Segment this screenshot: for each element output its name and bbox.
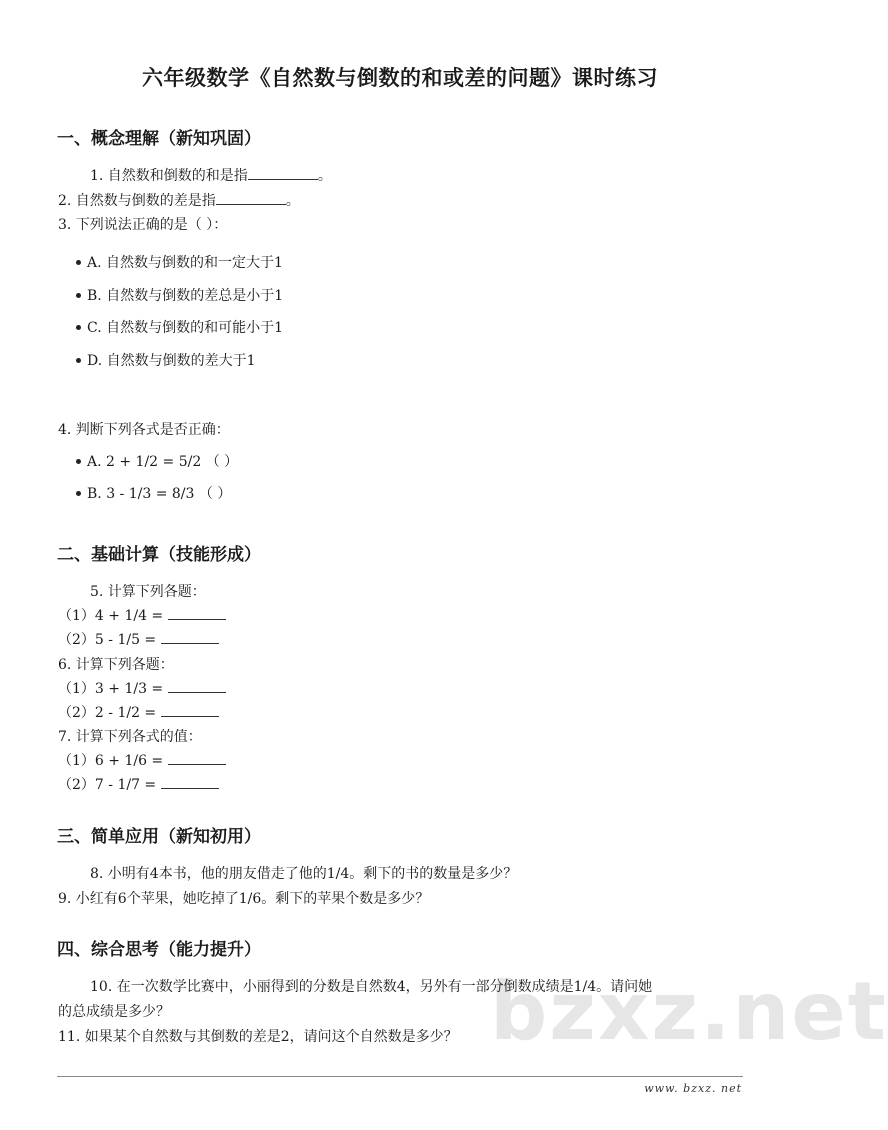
- section-heading-4: 四、综合思考（能力提升）: [57, 940, 261, 960]
- calc-7-1: [58, 750, 226, 770]
- bullet-icon: [76, 325, 81, 330]
- question-11: 11. 如果某个自然数与其倒数的差是2，请问这个自然数是多少？: [58, 1029, 458, 1045]
- question-1: [90, 165, 332, 185]
- option-3b-text: B. 自然数与倒数的差总是小于1: [87, 288, 284, 304]
- section-heading-1: 一、概念理解（新知巩固）: [57, 129, 261, 149]
- bullet-icon: [76, 260, 81, 265]
- answer-blank-7-1[interactable]: [168, 752, 226, 765]
- calc-5-1: [58, 605, 226, 625]
- watermark: bzxz.net: [490, 965, 888, 1058]
- answer-blank-6-1[interactable]: [168, 680, 226, 693]
- footer-url: www. bzxz. net: [644, 1082, 742, 1095]
- option-4a: [76, 451, 238, 471]
- question-5: 5. 计算下列各题：: [90, 584, 206, 600]
- question-2-end: 。: [285, 193, 300, 209]
- question-2-text: 2. 自然数与倒数的差是指: [58, 193, 216, 209]
- option-3b: [76, 285, 283, 305]
- question-9: 9. 小红有6个苹果，她吃掉了1/6。剩下的苹果个数是多少？: [58, 891, 430, 907]
- question-4: 4. 判断下列各式是否正确：: [58, 422, 230, 438]
- question-2: [58, 190, 300, 210]
- option-3c: [76, 317, 283, 337]
- question-1-end: 。: [317, 168, 332, 184]
- calc-6-2: [58, 702, 219, 722]
- calc-6-2-text: （2）2 - 1/2 =: [58, 705, 161, 721]
- question-6: 6. 计算下列各题：: [58, 657, 174, 673]
- calc-5-2-text: （2）5 - 1/5 =: [58, 632, 161, 648]
- option-4a-text: A. 2 + 1/2 = 5/2 （ ）: [87, 454, 239, 470]
- section-heading-2: 二、基础计算（技能形成）: [57, 545, 261, 565]
- option-3d-text: D. 自然数与倒数的差大于1: [87, 353, 256, 369]
- option-3a-text: A. 自然数与倒数的和一定大于1: [87, 255, 283, 271]
- calc-6-1-text: （1）3 + 1/3 =: [58, 681, 168, 697]
- footer-divider: [57, 1076, 743, 1077]
- option-3d: [76, 350, 256, 370]
- answer-blank-5-1[interactable]: [168, 607, 226, 620]
- bullet-icon: [76, 459, 81, 464]
- answer-blank-7-2[interactable]: [161, 776, 219, 789]
- calc-5-2: [58, 629, 219, 649]
- calc-7-1-text: （1）6 + 1/6 =: [58, 753, 168, 769]
- question-1-text: 1. 自然数和倒数的和是指: [90, 168, 248, 184]
- question-10-line-2: 的总成绩是多少？: [58, 1004, 170, 1020]
- section-heading-3: 三、简单应用（新知初用）: [57, 827, 261, 847]
- question-10-line-1: 10. 在一次数学比赛中，小丽得到的分数是自然数4，另外有一部分倒数成绩是1/4。请问她: [90, 979, 653, 995]
- option-4b-text: B. 3 - 1/3 = 8/3 （ ）: [87, 486, 232, 502]
- answer-blank-1[interactable]: [248, 167, 318, 180]
- option-3c-text: C. 自然数与倒数的和可能小于1: [87, 320, 284, 336]
- question-7: 7. 计算下列各式的值：: [58, 729, 202, 745]
- question-8: 8. 小明有4本书，他的朋友借走了他的1/4。剩下的书的数量是多少？: [90, 866, 518, 882]
- answer-blank-5-2[interactable]: [161, 631, 219, 644]
- option-4b: [76, 483, 231, 503]
- page-title: 六年级数学《自然数与倒数的和或差的问题》课时练习: [142, 66, 658, 90]
- option-3a: [76, 252, 283, 272]
- bullet-icon: [76, 491, 81, 496]
- bullet-icon: [76, 293, 81, 298]
- answer-blank-2[interactable]: [216, 192, 286, 205]
- calc-6-1: [58, 678, 226, 698]
- answer-blank-6-2[interactable]: [161, 704, 219, 717]
- calc-5-1-text: （1）4 + 1/4 =: [58, 608, 168, 624]
- bullet-icon: [76, 358, 81, 363]
- calc-7-2-text: （2）7 - 1/7 =: [58, 777, 161, 793]
- question-3: 3. 下列说法正确的是（ ）：: [58, 217, 228, 233]
- calc-7-2: [58, 774, 219, 794]
